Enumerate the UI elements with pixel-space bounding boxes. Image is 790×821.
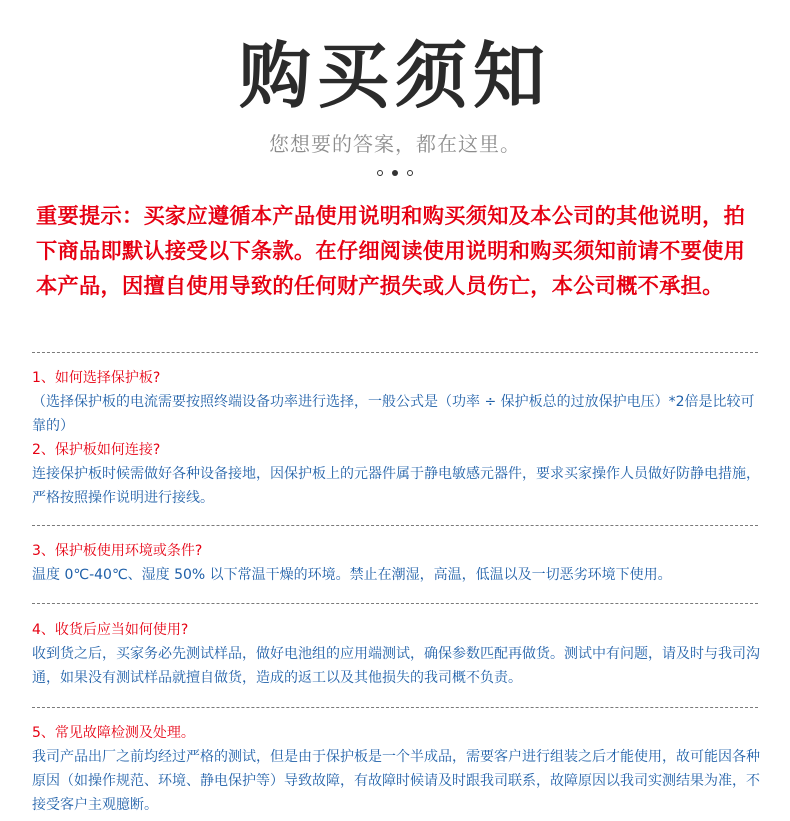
page-title: 购买须知 xyxy=(238,34,551,118)
faq-section-2 xyxy=(32,438,760,510)
dot-outline-icon xyxy=(377,170,383,176)
faq-question: 3、保护板使用环境或条件? xyxy=(32,543,203,559)
faq-section-5 xyxy=(32,721,760,817)
faq-answer: 我司产品出厂之前均经过严格的测试，但是由于保护板是一个半成品，需要客户进行组装之后才能使用，故可能因各种原因（如操作规范、环境、静电保护等）导致故障，有故障时候请及时跟我司联系，故障原因以我司实测结果为准，不接受客户主观臆断。 xyxy=(32,749,760,813)
page-subtitle: 您想要的答案，都在这里。 xyxy=(269,132,521,156)
faq-question: 4、收货后应当如何使用? xyxy=(32,622,189,638)
dot-filled-icon xyxy=(392,170,398,176)
faq-section-1 xyxy=(32,366,760,438)
faq-section-4 xyxy=(32,618,760,690)
important-notice: 重要提示：买家应遵循本产品使用说明和购买须知及本公司的其他说明，拍下商品即默认接受以下条款。在仔细阅读使用说明和购买须知前请不要使用本产品，因擅自使用导致的任何财产损失或人员伤亡，本公司概不承担。 xyxy=(36,203,746,298)
carousel-dots xyxy=(0,170,790,176)
faq-answer: 温度 0℃-40℃、湿度 50% 以下常温干燥的环境。禁止在潮湿，高温，低温以及一切恶劣环境下使用。 xyxy=(32,567,672,583)
faq-question: 5、常见故障检测及处理。 xyxy=(32,725,195,741)
faq-answer: 收到货之后，买家务必先测试样品，做好电池组的应用端测试，确保参数匹配再做货。测试中有问题，请及时与我司沟通，如果没有测试样品就擅自做货，造成的返工以及其他损失的我司概不负责。 xyxy=(32,646,760,686)
divider xyxy=(32,707,758,708)
faq-section-3 xyxy=(32,539,760,587)
divider xyxy=(32,525,758,526)
faq-answer: 连接保护板时候需做好各种设备接地，因保护板上的元器件属于静电敏感元器件，要求买家操作人员做好防静电措施，严格按照操作说明进行接线。 xyxy=(32,466,760,506)
faq-question: 2、保护板如何连接? xyxy=(32,442,161,458)
dot-outline-icon xyxy=(407,170,413,176)
divider xyxy=(32,352,758,353)
divider xyxy=(32,603,758,604)
faq-question: 1、如何选择保护板? xyxy=(32,370,161,386)
faq-answer: （选择保护板的电流需要按照终端设备功率进行选择，一般公式是（功率 ÷ 保护板总的过放保护电压）*2倍是比较可靠的） xyxy=(32,394,755,434)
